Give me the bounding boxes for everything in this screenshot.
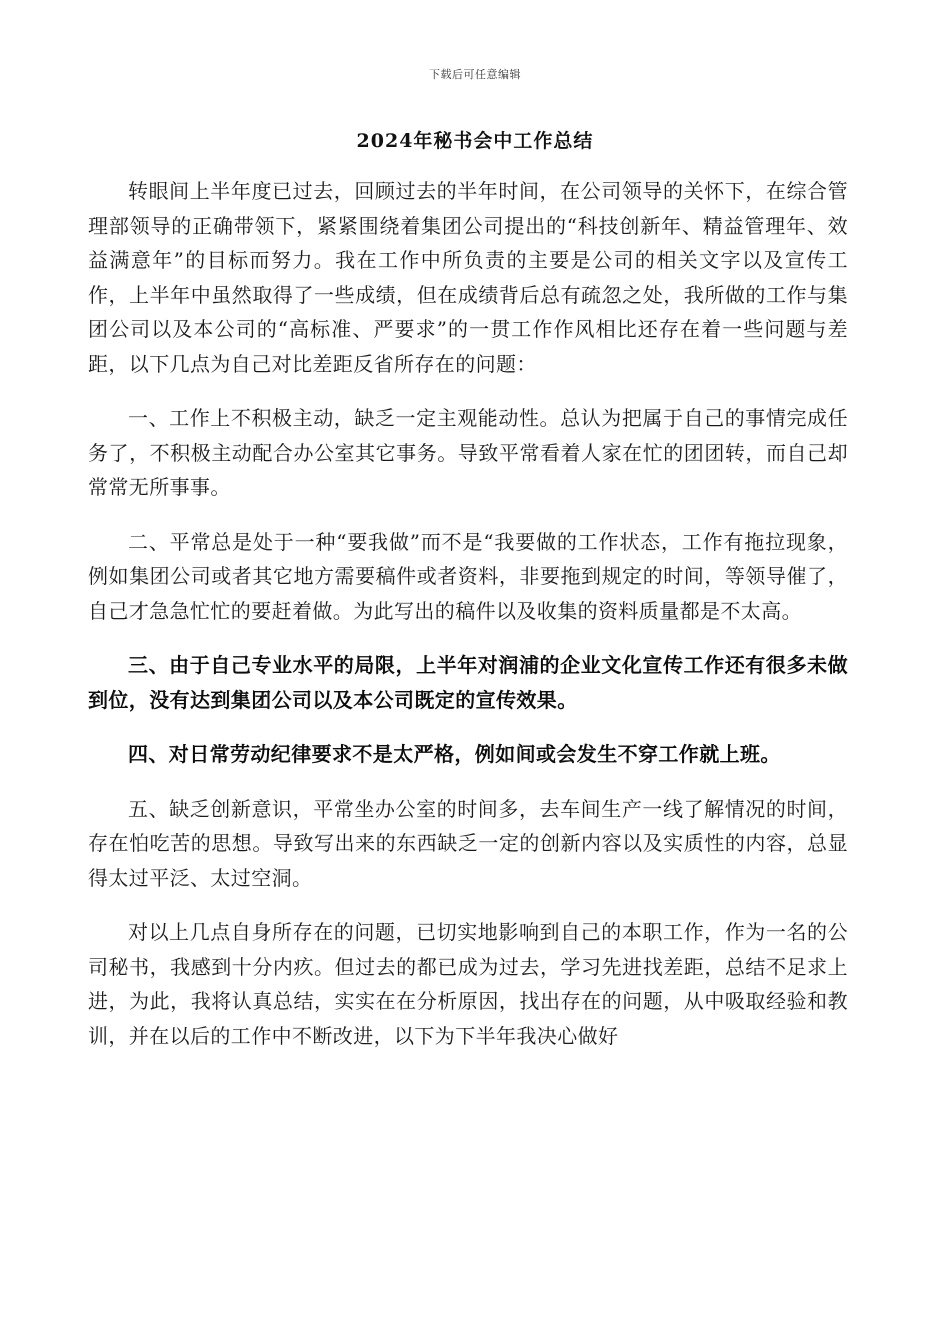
paragraph-conclusion: 对以上几点自身所存在的问题，已切实地影响到自己的本职工作，作为一名的公司秘书，我感到十分内疚。但过去的都已成为过去，学习先进找差距，总结不足求上进，为此，我将认真总结，实实在在分析原因，找出存在的问题，从中吸取经验和教训，并在以后的工作中不断改进，以下为下半年我决心做好	[88, 920, 848, 1048]
paragraph-point-5: 五、缺乏创新意识，平常坐办公室的时间多，去车间生产一线了解情况的时间，存在怕吃苦的思想。导致写出来的东西缺乏一定的创新内容以及实质性的内容，总显得太过平泛、太过空洞。	[88, 796, 848, 890]
paragraph-intro: 转眼间上半年度已过去，回顾过去的半年时间，在公司领导的关怀下，在综合管理部领导的正确带领下，紧紧围绕着集团公司提出的“科技创新年、精益管理年、效益满意年”的目标而努力。我在工作中所负责的主要是公司的相关文字以及宣传工作，上半年中虽然取得了一些成绩，但在成绩背后总有疏忽之处，我所做的工作与集团公司以及本公司的“高标准、严要求”的一贯工作作风相比还存在着一些问题与差距，以下几点为自己对比差距反省所存在的问题：	[88, 179, 848, 376]
document-title: 2024年秘书会中工作总结	[356, 130, 594, 152]
paragraph-point-3: 三、由于自己专业水平的局限，上半年对润浦的企业文化宣传工作还有很多未做到位，没有达到集团公司以及本公司既定的宣传效果。	[88, 653, 848, 712]
paragraph-point-4: 四、对日常劳动纪律要求不是太严格，例如间或会发生不穿工作就上班。	[128, 742, 781, 766]
paragraph-point-2: 二、平常总是处于一种“要我做”而不是“我要做的工作状态，工作有拖拉现象，例如集团公司或者其它地方需要稿件或者资料，非要拖到规定的时间，等领导催了，自己才急急忙忙的要赶着做。为此写出的稿件以及收集的资料质量都是不太高。	[88, 529, 848, 623]
header-note: 下载后可任意编辑	[429, 68, 521, 81]
paragraph-point-1: 一、工作上不积极主动，缺乏一定主观能动性。总认为把属于自己的事情完成任务了，不积极主动配合办公室其它事务。导致平常看着人家在忙的团团转，而自己却常常无所事事。	[88, 406, 848, 499]
document-body	[88, 174, 848, 1053]
